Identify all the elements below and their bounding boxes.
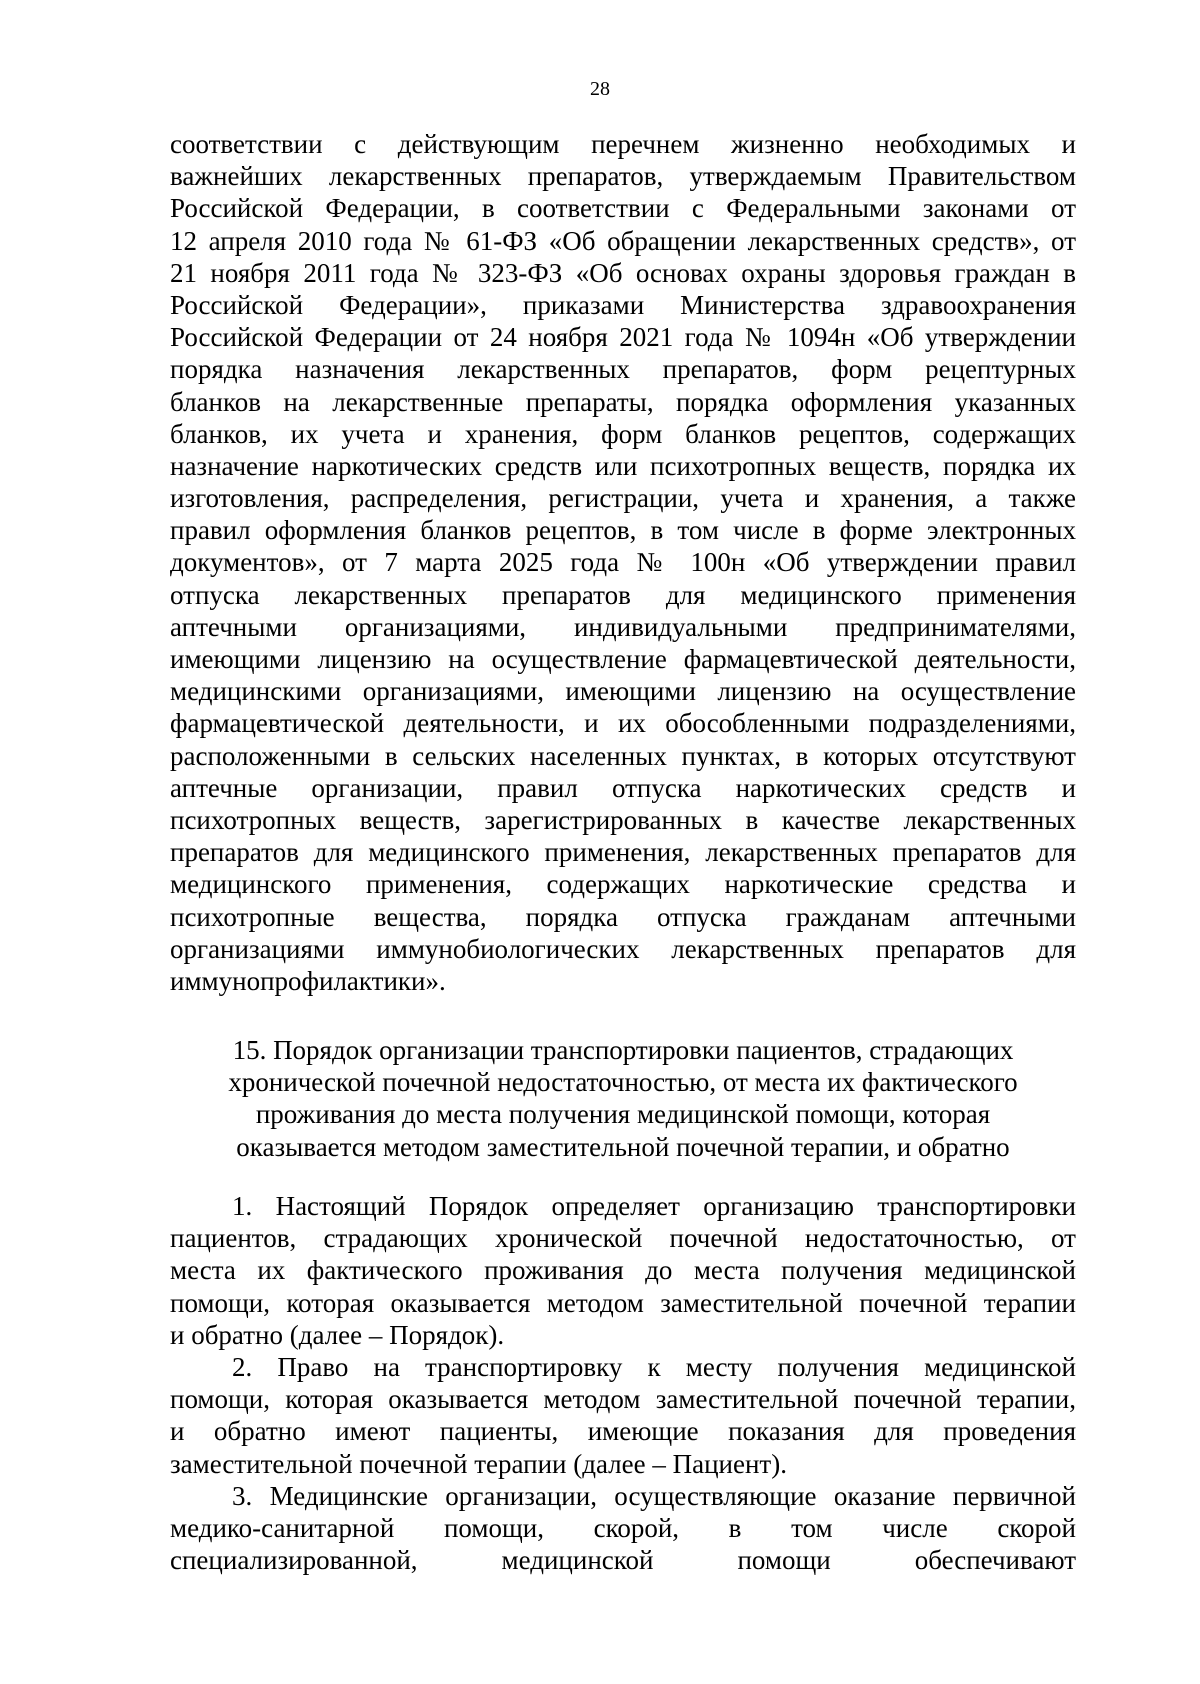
text-line: 2. Право на транспортировку к месту получения медицинской [232,1352,1076,1382]
heading-line: хронической почечной недостаточностью, от места их фактического [228,1067,1018,1098]
heading-line: оказывается методом заместительной почечной терапии, и обратно [236,1131,1010,1162]
section-heading [170,1034,1076,1163]
text-line: медико-санитарной помощи, скорой, в том числе скорой [170,1513,1076,1544]
text-line: отпуска лекарственных препаратов для медицинского применения [170,579,1076,610]
text-line: фармацевтической деятельности, и их обособленными подразделениями, [170,708,1076,739]
text-line: бланков, их учета и хранения, форм бланков рецептов, содержащих [170,418,1076,449]
text-line: и обратно (далее – Порядок). [170,1319,505,1350]
paragraph-1 [170,1190,1076,1351]
text-line: места их фактического проживания до места получения медицинской [170,1255,1076,1286]
text-line: изготовления, распределения, регистрации, учета и хранения, а также [170,483,1076,514]
text-line: аптечными организациями, индивидуальными предпринимателями, [170,611,1076,642]
text-line: помощи, которая оказывается методом заместительной почечной терапии [170,1287,1076,1318]
text-line: документов», от 7 марта 2025 года № 100н «Об утверждении правил [170,547,1076,578]
text-line: важнейших лекарственных препаратов, утверждаемым Правительством [170,161,1076,192]
text-line: назначение наркотических средств или психотропных веществ, порядка их [170,450,1076,481]
text-line: расположенными в сельских населенных пунктах, в которых отсутствуют [170,740,1076,771]
text-line: 3. Медицинские организации, осуществляющие оказание первичной [232,1481,1076,1511]
text-line: пациентов, страдающих хронической почечной недостаточностью, от [170,1223,1076,1254]
text-line: Российской Федерации, в соответствии с Федеральными законами от [170,193,1076,224]
text-line: помощи, которая оказывается методом заместительной почечной терапии, [170,1384,1076,1415]
heading-line: 15. Порядок организации транспортировки пациентов, страдающих [232,1035,1014,1065]
text-line: бланков на лекарственные препараты, порядка оформления указанных [170,386,1076,417]
text-line: медицинского применения, содержащих наркотические средства и [170,869,1076,900]
text-line: 1. Настоящий Порядок определяет организацию транспортировки [232,1191,1076,1221]
text-line: медицинскими организациями, имеющими лицензию на осуществление [170,676,1076,707]
text-line: 21 ноября 2011 года № 323-ФЗ «Об основах охраны здоровья граждан в [170,257,1076,288]
text-line: организациями иммунобиологических лекарственных препаратов для [170,933,1076,964]
paragraph-2 [170,1351,1076,1480]
text-line: и обратно имеют пациенты, имеющие показания для проведения [170,1416,1076,1447]
text-line: правил оформления бланков рецептов, в том числе в форме электронных [170,515,1076,546]
text-line: психотропные вещества, порядка отпуска гражданам аптечными [170,901,1076,932]
text-line: иммунопрофилактики». [170,965,446,996]
text-line: порядка назначения лекарственных препаратов, форм рецептурных [170,354,1076,385]
text-line: Российской Федерации от 24 ноября 2021 года № 1094н «Об утверждении [170,322,1076,353]
heading-line: проживания до места получения медицинской помощи, которая [255,1099,991,1130]
text-line: Российской Федерации», приказами Министерства здравоохранения [170,289,1076,320]
text-line: аптечные организации, правил отпуска наркотических средств и [170,772,1076,803]
text-line: психотропных веществ, зарегистрированных в качестве лекарственных [170,804,1076,835]
text-line: соответствии с действующим перечнем жизненно необходимых и [170,129,1076,159]
paragraph-3 [170,1480,1076,1577]
text-line: препаратов для медицинского применения, лекарственных препаратов для [170,837,1076,868]
text-line: 12 апреля 2010 года № 61-ФЗ «Об обращении лекарственных средств», от [170,225,1076,256]
text-line: заместительной почечной терапии (далее – Пациент). [170,1448,787,1479]
page-number: 28 [590,78,610,100]
text-line: специализированной, медицинской помощи обеспечивают [170,1545,1076,1576]
continuation-paragraph [170,128,1076,997]
text-line: имеющими лицензию на осуществление фармацевтической деятельности, [170,644,1076,674]
